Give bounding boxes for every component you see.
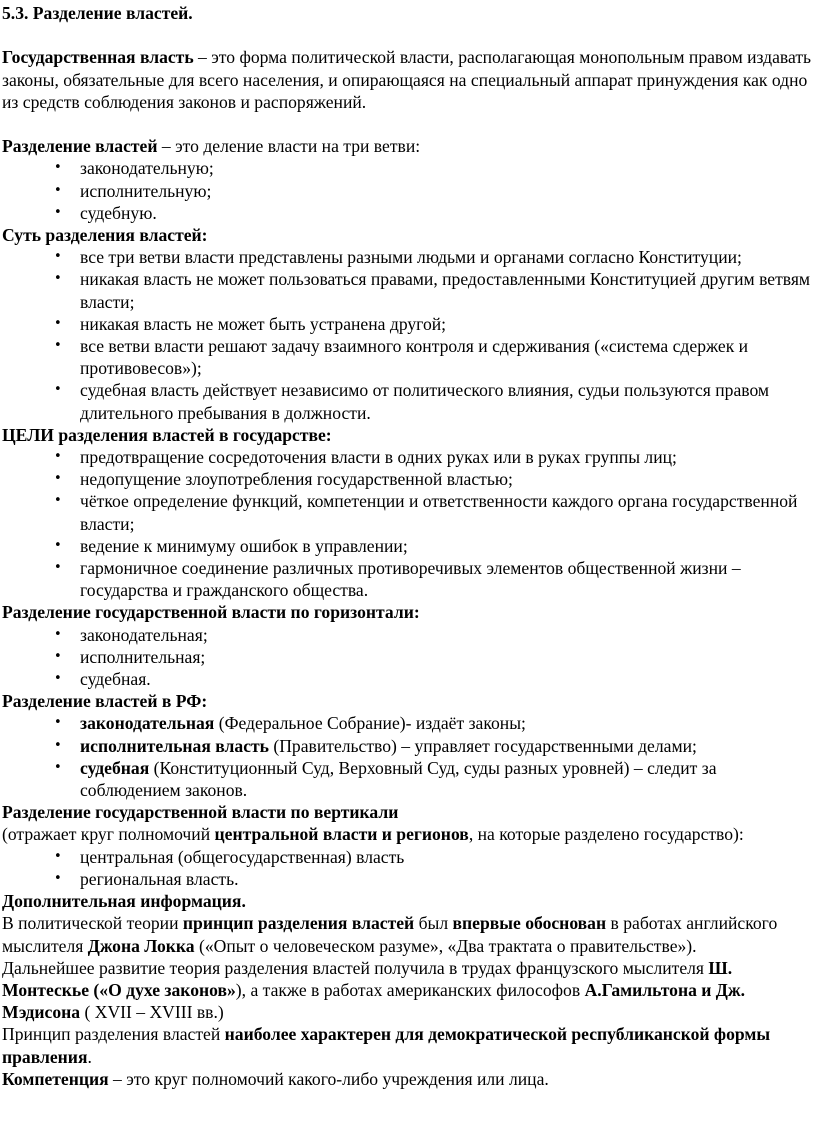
- list-item: • исполнительную;: [2, 180, 814, 202]
- document-page: [2, 2, 814, 1090]
- list-item: • все три ветви власти представлены разными людьми и органами согласно Конституции;: [2, 246, 814, 268]
- list-item: • никакая власть не может быть устранена другой;: [2, 313, 814, 335]
- list-item: • судебная (Конституционный Суд, Верховный Суд, суды разных уровней) – следит за соблюдением законов.: [2, 757, 814, 801]
- list-item: • никакая власть не может пользоваться правами, предоставленными Конституцией другим ветвям власти;: [2, 268, 814, 312]
- additional-paragraph: Дальнейшее развитие теория разделения властей получила в трудах французского мыслителя Ш. Монтескье («О духе законов»), а также в работах американских философов А.Гамильтона и Дж. Мэдисона ( XVII – XVIII вв.): [2, 957, 746, 1023]
- vertical-list: [2, 846, 814, 890]
- list-item: • предотвращение сосредоточения власти в одних руках или в руках группы лиц;: [2, 446, 814, 468]
- list-item: • законодательная;: [2, 624, 814, 646]
- state-power-definition: Государственная власть – это форма политической власти, располагающая монопольным правом издавать законы, обязательные для всего населения, и опирающаяся на специальный аппарат принуждения как одно из средств соблюдения законов и распоряжений.: [2, 47, 812, 112]
- list-item: • законодательную;: [2, 157, 814, 179]
- list-item: • судебная власть действует независимо от политического влияния, судьи пользуются правом длительного пребывания в должности.: [2, 379, 814, 423]
- list-item: • судебная.: [2, 668, 814, 690]
- additional-paragraph: Принцип разделения властей наиболее характерен для демократической республиканской формы правления.: [2, 1024, 771, 1067]
- list-item: • законодательная (Федеральное Собрание)- издаёт законы;: [2, 712, 814, 734]
- list-item: • исполнительная власть (Правительство) – управляет государственными делами;: [2, 735, 814, 757]
- horizontal-heading: Разделение государственной власти по горизонтали:: [2, 602, 420, 623]
- list-item: • гармоничное соединение различных противоречивых элементов общественной жизни – государства и гражданского общества.: [2, 557, 814, 601]
- competence-definition: Компетенция – это круг полномочий какого-либо учреждения или лица.: [2, 1068, 549, 1089]
- essence-heading: Суть разделения властей:: [2, 225, 208, 245]
- list-item: • все ветви власти решают задачу взаимного контроля и сдерживания («система сдержек и противовесов»);: [2, 335, 814, 379]
- rf-heading: Разделение властей в РФ:: [2, 691, 208, 712]
- list-item: • судебную.: [2, 202, 814, 224]
- horizontal-list: [2, 624, 814, 691]
- section-title: 5.3. Разделение властей.: [2, 3, 193, 23]
- rf-list: [2, 712, 814, 801]
- list-item: • ведение к минимуму ошибок в управлении;: [2, 535, 814, 557]
- list-item: • чёткое определение функций, компетенции и ответственности каждого органа государственной власти;: [2, 490, 814, 534]
- branches-list: [2, 157, 814, 224]
- blank-line: [2, 113, 814, 135]
- blank-line: [2, 24, 814, 46]
- list-item: • региональная власть.: [2, 868, 814, 890]
- term: Государственная власть: [2, 47, 194, 68]
- list-item: • недопущение злоупотребления государственной властью;: [2, 468, 814, 490]
- additional-heading: Дополнительная информация.: [2, 891, 246, 912]
- list-item: • исполнительная;: [2, 646, 814, 668]
- list-item: • центральная (общегосударственная) власть: [2, 846, 814, 868]
- goals-heading: ЦЕЛИ разделения властей в государстве:: [2, 424, 332, 445]
- essence-list: [2, 246, 814, 424]
- vertical-heading: Разделение государственной власти по вертикали: [2, 802, 399, 823]
- goals-list: [2, 446, 814, 601]
- vertical-note: (отражает круг полномочий центральной власти и регионов, на которые разделено государство):: [2, 824, 744, 845]
- additional-paragraph: В политической теории принцип разделения властей был впервые обоснован в работах английского мыслителя Джона Локка («Опыт о человеческом разуме», «Два трактата о правительстве»).: [2, 913, 778, 956]
- term: Разделение властей: [2, 136, 158, 157]
- separation-definition: Разделение властей – это деление власти на три ветви:: [2, 136, 421, 157]
